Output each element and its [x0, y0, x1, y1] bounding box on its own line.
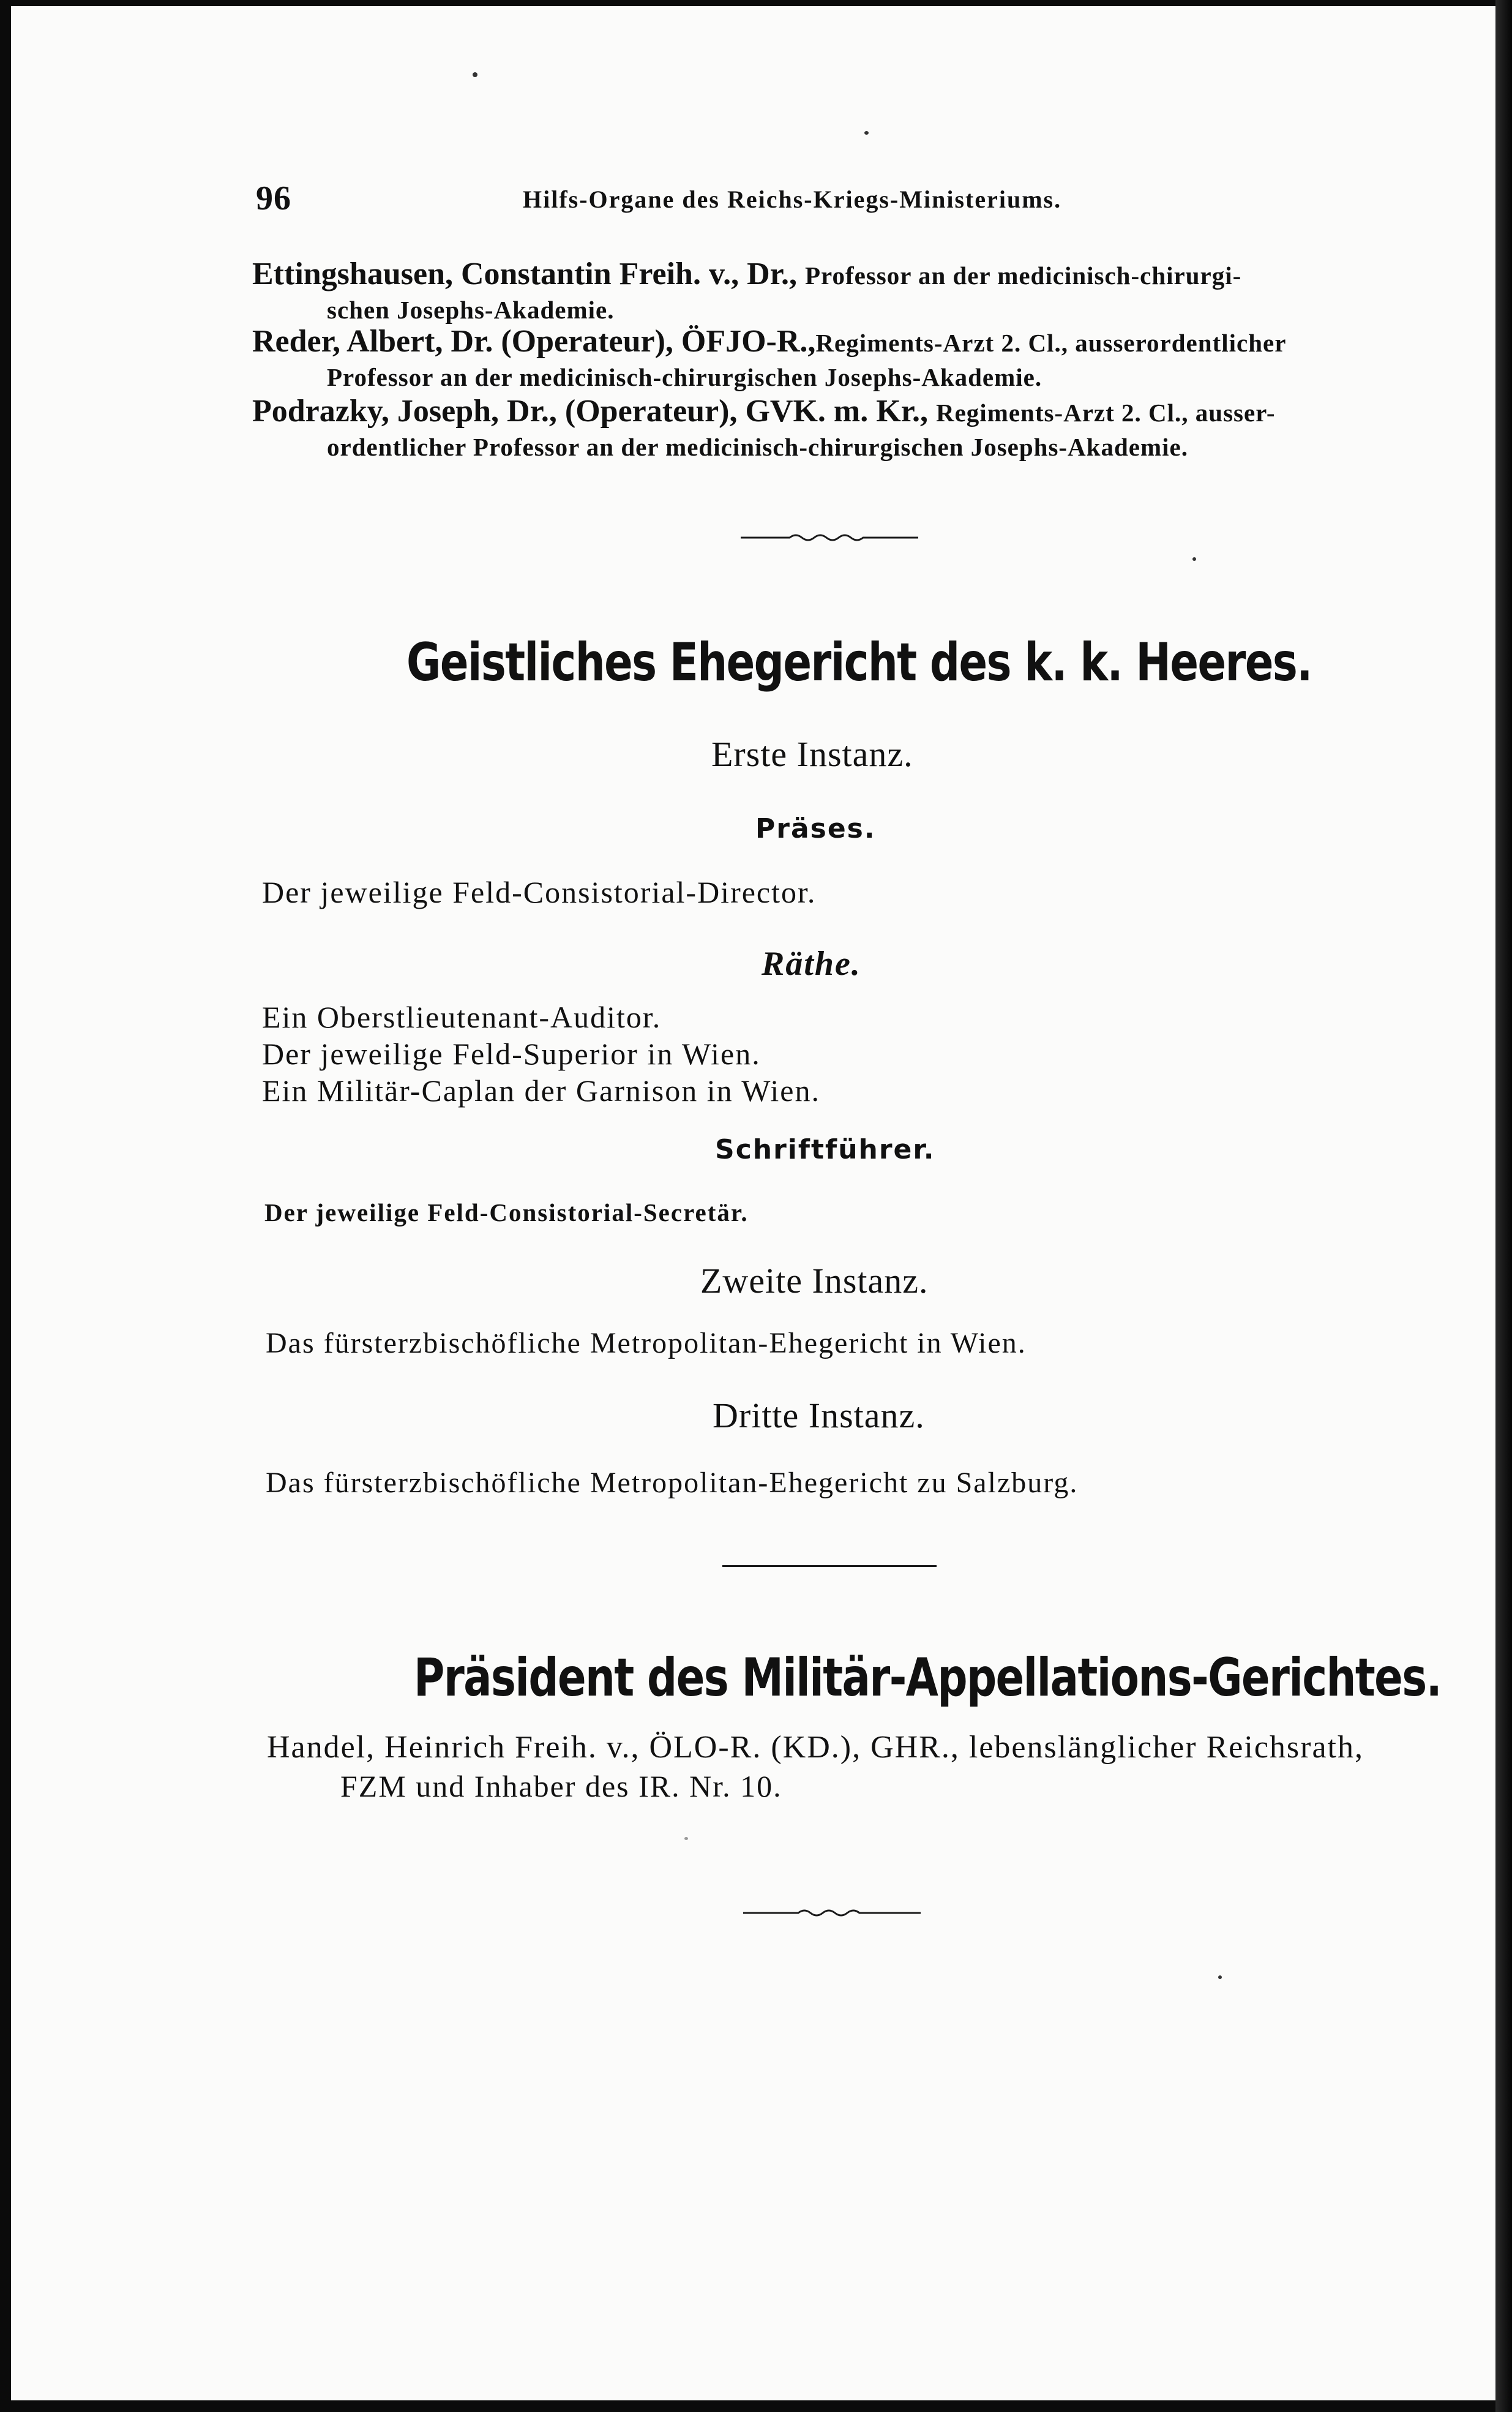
scan-speck [1218, 1975, 1222, 1979]
scan-speck [684, 1837, 688, 1840]
section-title-praesident: Präsident des Militär-Appellations-Gerichtes. [414, 1647, 1442, 1708]
ornamental-divider [741, 532, 918, 544]
raethe-item: Der jeweilige Feld-Superior in Wien. [262, 1037, 761, 1071]
entry-detail: Professor an der medicinisch-chirurgi- [804, 261, 1242, 290]
page-header [256, 179, 1174, 222]
first-instance-heading: Erste Instanz. [711, 734, 913, 774]
schriftfuehrer-text: Der jeweilige Feld-Consistorial-Secretär. [264, 1198, 749, 1227]
praesident-line-1: Handel, Heinrich Freih. v., ÖLO-R. (KD.), GHR., lebenslänglicher Reichsrath, [267, 1730, 1364, 1765]
running-title: Hilfs-Organe des Reichs-Kriegs-Ministeriums. [523, 186, 1062, 213]
raethe-item: Ein Oberstlieutenant-Auditor. [262, 1000, 662, 1034]
second-instance-text: Das fürsterzbischöfliche Metropolitan-Ehegericht in Wien. [266, 1327, 1027, 1359]
entry-ettingshausen [252, 256, 1241, 294]
scan-speck [864, 131, 869, 135]
entry-name: Ettingshausen, Constantin Freih. v., Dr., [252, 257, 797, 291]
entry-reder [252, 323, 1286, 361]
entry-continuation: schen Josephs-Akademie. [327, 296, 615, 324]
entry-mid: (Operateur), ÖFJO-R., [501, 324, 816, 359]
entry-detail: Regiments-Arzt 2. Cl., ausserordentlicher [815, 329, 1287, 357]
scan-speck [1192, 557, 1196, 561]
raethe-heading: Räthe. [762, 945, 861, 983]
entry-name: Reder, Albert, Dr. [252, 324, 493, 359]
ornamental-divider [743, 1907, 921, 1919]
entry-podrazky [252, 393, 1276, 431]
entry-continuation: Professor an der medicinisch-chirurgischen Josephs-Akademie. [327, 363, 1042, 391]
praesident-line-2: FZM und Inhaber des IR. Nr. 10. [340, 1769, 782, 1803]
entry-name: Podrazky, Joseph, Dr., [252, 394, 557, 429]
entry-detail: Regiments-Arzt 2. Cl., ausser- [936, 399, 1276, 427]
section-title-ehegericht: Geistliches Ehegericht des k. k. Heeres. [406, 632, 1312, 693]
page-number: 96 [256, 179, 291, 217]
third-instance-text: Das fürsterzbischöfliche Metropolitan-Ehegericht zu Salzburg. [266, 1467, 1079, 1499]
third-instance-heading: Dritte Instanz. [713, 1396, 925, 1435]
second-instance-heading: Zweite Instanz. [700, 1261, 929, 1301]
entry-mid: (Operateur), GVK. m. Kr., [564, 394, 928, 429]
entry-continuation: ordentlicher Professor an der medicinisch-chirurgischen Josephs-Akademie. [327, 433, 1188, 461]
scan-speck [473, 72, 477, 77]
praeses-text: Der jeweilige Feld-Consistorial-Director. [262, 875, 817, 909]
page-edge-shadow [1495, 0, 1512, 2412]
praeses-heading: Präses. [755, 813, 876, 844]
raethe-item: Ein Militär-Caplan der Garnison in Wien. [262, 1073, 820, 1108]
section-divider-rule [722, 1565, 937, 1567]
schriftfuehrer-heading: Schriftführer. [715, 1134, 935, 1165]
